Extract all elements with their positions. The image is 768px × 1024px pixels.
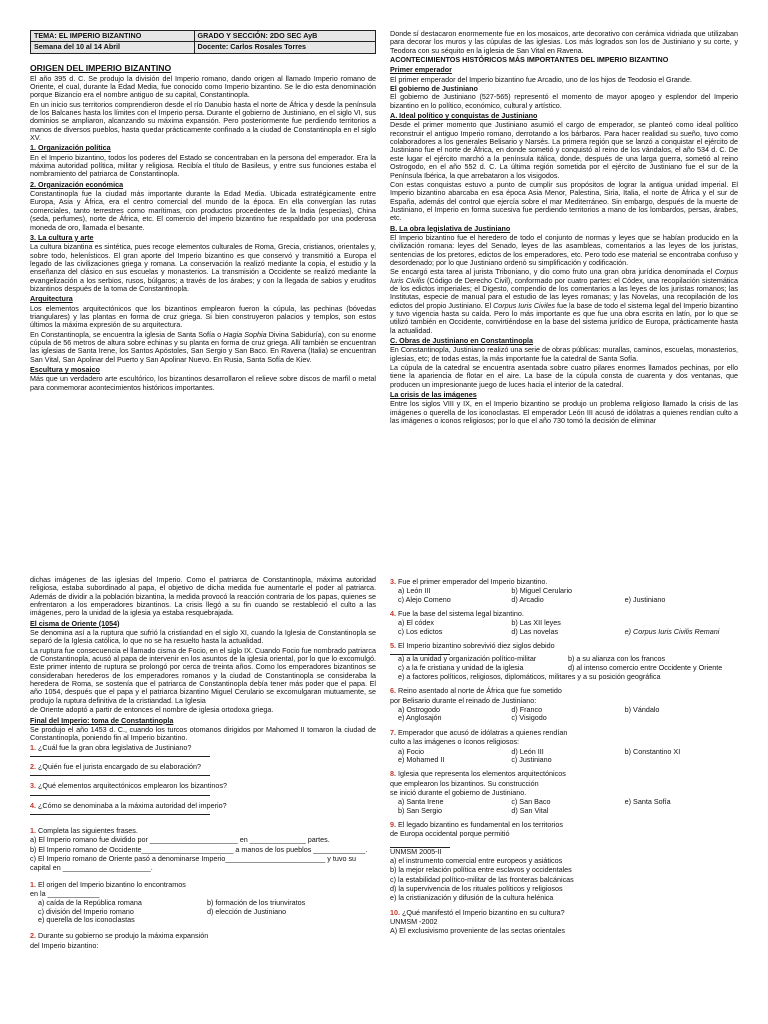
question-text: del Imperio bizantino: [30, 940, 99, 950]
answer-option[interactable]: d) la supervivencia de los rituales políticos y religiosos [390, 883, 563, 893]
section-heading: 2. Organización económica [30, 179, 124, 189]
question [390, 821, 738, 829]
paragraph: Se produjo el año 1453 d. C., cuando los turcos otomanos dirigidos por Mahomed II tomaron la ciudad de Constantinopla, poniendo fin al Imperio bizantino. [30, 724, 376, 743]
answer-option[interactable]: d) Las novelas [511, 626, 559, 636]
answer-option[interactable]: a) a la unidad y organización político-militar [398, 654, 537, 664]
section-heading: Final del Imperio: toma de Constantinopla [30, 715, 174, 725]
question-number: 9. [390, 819, 396, 829]
text-run: fue la base de todo el sistema legal del Imperio bizantino y tuvo vigencia hasta su caída. Pero lo más importante es que fue una obra escrita en latín, por lo que se utilizó también en Occidente, convirtiéndose en la base del sistema jurídico de Europa, prácticamente hasta la actualidad. [390, 300, 739, 335]
section-heading: 3. La cultura y arte [30, 232, 94, 242]
fill-blank-line[interactable]: capital en ______________________. [30, 863, 153, 873]
answer-option[interactable]: d) al intenso comercio entre Occidente y Oriente [568, 662, 723, 672]
question-number: 7. [390, 727, 396, 737]
answer-option[interactable]: e) Corpus Iuris Civilis Remani [624, 626, 720, 636]
top-left-column [0, 0, 384, 518]
answer-option[interactable]: c) Alejo Comeno [398, 594, 451, 604]
answer-option[interactable]: b) Miguel Cerulario [511, 586, 573, 596]
question [390, 642, 738, 650]
paragraph: Más que un verdadero arte escultórico, los bizantinos desarrollaron el relieve sobre discos de marfil o metal para conmemorar acontecimientos históricos importantes. [30, 374, 376, 392]
answer-option[interactable]: e) Justiniano [624, 594, 666, 604]
section-heading: Escultura y mosaico [30, 365, 100, 374]
answer-option[interactable]: c) San Baco [511, 797, 551, 807]
paragraph: Entre los siglos VIII y IX, en el Imperio bizantino se produjo un problema religioso llamado la crisis de las imágenes o querella de los iconoclastas. El emperador León III acusó de idólatras a quienes rendían culto a las imágenes o iconos religiosos; por lo que el año 730 tomó la decisión de eliminar [390, 399, 738, 426]
paragraph: En Constantinopla, Justiniano realizó una serie de obras públicas: murallas, caminos, escuelas, monasterios, iglesias, etc; de todas estas, la más importante fue la catedral de Santa Sofía. [390, 345, 738, 363]
section-heading: La crisis de las imágenes [390, 390, 477, 400]
answer-option[interactable]: e) Anglosajón [398, 713, 442, 723]
exercise [30, 827, 376, 835]
section-heading: A. Ideal político y conquistas de Justiniano [390, 111, 538, 121]
fill-blank-line[interactable]: a) El Imperio romano fue dividido por ______________________ en ______________ partes. [30, 835, 330, 845]
section-heading: 1. Organización política [30, 143, 111, 153]
source-label: UNMSM 2005-II [390, 846, 442, 856]
question [30, 763, 376, 771]
paragraph: El primer emperador del Imperio bizantino fue Arcadio, uno de los hijos de Teodosio el Grande. [390, 74, 692, 84]
question-text: ¿Qué manifestó el Imperio bizantino en su cultura? [400, 907, 565, 917]
answer-option[interactable]: a) caída de la República romana [38, 898, 142, 908]
section-heading: El gobierno de Justiniano [390, 84, 478, 94]
question-text: ¿Cómo se denominaba a la máxima autoridad del imperio? [36, 800, 227, 810]
answer-options [398, 655, 738, 672]
text-run: Se encargó esta tarea al jurista Triboniano, y dio como fruto una gran obra jurídica denominada el [390, 267, 715, 277]
answer-option[interactable]: a) Ostrogodo [398, 705, 440, 715]
answer-option[interactable]: c) división del Imperio romano [38, 906, 134, 916]
header-docente: Docente: Carlos Rosales Torres [194, 42, 375, 53]
answer-option[interactable]: e) la cristianización y difusión de la cultura helénica [390, 893, 554, 903]
section-heading: El cisma de Oriente (1054) [30, 618, 120, 628]
question-text: El legado bizantino es fundamental en los territorios [396, 819, 564, 829]
answer-option[interactable]: a) Santa Irene [398, 797, 444, 807]
answer-option[interactable]: e) Santa Sofía [624, 797, 671, 807]
question-text: en la _____________ [30, 888, 100, 898]
section-heading: C. Obras de Justiniano en Constantinopla [390, 336, 533, 346]
question-number: 1. [30, 879, 36, 889]
header-table [30, 30, 376, 54]
question [30, 744, 376, 752]
top-right-column [384, 0, 768, 518]
question-number: 2. [30, 931, 36, 941]
bottom-right-column [384, 572, 768, 1024]
answer-option[interactable]: d) San Vital [511, 805, 549, 815]
question-text: que emplearon los bizantinos. Su construcción [390, 778, 539, 788]
header-grado: GRADO Y SECCIÓN: 2DO SEC AyB [194, 31, 375, 42]
fill-blank-line[interactable]: c) El Imperio romano de Oriente pasó a denominarse Imperio_________________________ y tuvo su [30, 853, 357, 863]
paragraph: La cúpula de la catedral se encuentra asentada sobre cuatro pilares enormes llamados pechinas, por ello tiene la apariencia de flotar en el aire. La base de la cúpula consta de cuarenta y dos ventanas, que producen un impresionante juego de luces hacia el interior de la catedral. [390, 363, 738, 389]
answer-line[interactable] [30, 773, 210, 776]
answer-line[interactable] [30, 754, 210, 757]
section-heading: B. La obra legislativa de Justiniano [390, 223, 511, 233]
paragraph [30, 331, 376, 364]
answer-option[interactable]: e) a factores políticos, religiosos, diplomáticos, militares y a su posición geográfica [398, 672, 661, 682]
question-number: 4. [30, 800, 36, 810]
question [30, 932, 376, 940]
answer-option[interactable]: b) formación de los triunviratos [207, 898, 306, 908]
answer-option[interactable]: c) a la fe cristiana y unidad de la iglesia [398, 662, 524, 672]
question-text: ¿Quién fue el jurista encargado de su elaboración? [36, 761, 202, 771]
question [390, 729, 738, 737]
answer-option[interactable]: b) San Sergio [398, 805, 442, 815]
answer-option[interactable]: d) León III [511, 746, 544, 756]
text-run: (Código de Derecho Civil), conformado por cuatro partes: el Códex, una recopilación sistemática de los edictos imperiales; el Digesto, compendio de los comentarios a las leyes de los juristas romanos; las Institutas, especie de manual para el estudio de las leyes romanas; y las Novelas, una recopilación de los edictos del propio Justiniano. El [390, 275, 739, 310]
question-number: 2. [30, 761, 36, 771]
paragraph: Con estas conquistas estuvo a punto de cumplir sus propósitos de lograr la antigua unidad imperial. El Imperio bizantino abarcaba en esa época Asia Menor, Palestina, Siria, Italia, el norte de África y el sur de España, además del control que ejercía sobre el mar Mediterráneo. Sin embargo, después de la muerte de Justiniano, el Imperio en forma sucesiva fue perdiendo territorios a mano de los lombardos, persas, árabes, etc. [390, 179, 738, 223]
answer-line[interactable] [30, 793, 210, 796]
question-number: 6. [390, 686, 396, 696]
question-number: 8. [390, 769, 396, 779]
question [30, 782, 376, 790]
question-number: 5. [390, 641, 396, 651]
question [390, 770, 738, 778]
answer-option[interactable]: b) a su alianza con los francos [568, 654, 666, 664]
header-tema: TEMA: EL IMPERIO BIZANTINO [31, 31, 195, 42]
question-text: Fue el primer emperador del Imperio bizantino. [396, 577, 548, 586]
question [390, 687, 738, 695]
question-text: Iglesia que representa los elementos arquitectónicos [396, 769, 566, 779]
answer-options [398, 748, 738, 765]
question-text: Emperador que acusó de idólatras a quienes rendían [396, 727, 568, 737]
question-text: ¿Cuál fue la gran obra legislativa de Justiniano? [36, 742, 192, 752]
bottom-left-column [0, 572, 384, 1024]
answer-option[interactable]: d) elección de Justiniano [207, 906, 287, 916]
paragraph [390, 268, 738, 335]
answer-option[interactable]: a) León III [398, 586, 431, 596]
answer-option[interactable]: e) querella de los iconoclastas [38, 915, 135, 924]
text-run: En Constantinopla, se encuentra la iglesia de Santa Sofía o [30, 329, 224, 339]
answer-option[interactable]: c) Los edictos [398, 626, 443, 636]
answer-option[interactable]: b) la mejor relación política entre esclavos y occidentales [390, 865, 572, 875]
question-number: 3. [390, 577, 396, 586]
answer-option[interactable]: a) Focio [398, 746, 424, 756]
question-number: 4. [390, 609, 396, 619]
answer-line[interactable] [30, 812, 210, 815]
answer-option[interactable]: b) Vándalo [624, 705, 660, 715]
source-label: UNMSM -2002 [390, 917, 438, 926]
question [390, 909, 738, 917]
paragraph: La ruptura fue consecuencia el llamado cisma de Focio, en el siglo IX. Cuando Focio fue nombrado patriarca de Constantinopla, acusó al papa de intervenir en los asuntos de la iglesia oriental, por lo que lo excomulgó. Este primer intento de ruptura se prolongó por cerca de treinta años. Como los emperadores bizantinos se consideraban herederos de los emperadores romanos y la ciudad de Constantinopla se consideraba la heredera de Roma, se sostenía que el patriarca de Constantinopla debía tener más poder que el papa. El año 1054, después que el papa y el patriarca bizantino Miguel Cerulario se excomulgaran mutuamente, se produjo la ruptura definitiva de la cristiandad. La Iglesia [30, 645, 376, 705]
answer-option[interactable]: b) Constantino XI [624, 746, 681, 756]
paragraph: El gobierno de Justiniano (527-565) representó el momento de mayor apogeo y esplendor del Imperio bizantino en lo político, económico, cultural y artístico. [390, 92, 738, 110]
answer-options [398, 619, 738, 636]
paragraph: de Oriente adoptó a partir de entonces el nombre de iglesia ortodoxa griega. [30, 705, 274, 715]
italic-term: Hagia Sophia [223, 329, 267, 339]
question-text: Fue la base del sistema legal bizantino. [396, 609, 524, 619]
paragraph: El año 395 d. C. Se produjo la división del Imperio romano, dando origen al llamado Imperio romano de Oriente, el cual, durante la Edad Media, fue conocido como Imperio bizantino. Se le dio esta denominación porque Bizancio era el nombre antiguo de su capital, Constantinopla. [30, 73, 376, 100]
answer-option[interactable]: e) Mohamed II [398, 754, 445, 764]
question-number: 1. [30, 742, 36, 752]
question-text: Reino asentado al norte de África que fue sometido [396, 686, 562, 696]
paragraph: Se denomina así a la ruptura que sufrió la cristiandad en el siglo XI, cuando la Iglesia de Constantinopla se separó de la Iglesia católica, lo que no se ha resuelto hasta la actualidad. [30, 628, 376, 646]
answer-option[interactable]: b) Las XII leyes [511, 618, 561, 628]
question-text: culto a las imágenes o íconos religiosos: [390, 737, 520, 747]
answer-option[interactable]: d) Arcadio [511, 594, 544, 604]
page-bottom [0, 572, 768, 1024]
answer-options [398, 706, 738, 723]
answer-option[interactable]: c) la estabilidad político-militar de las fronteras balcánicas [390, 874, 574, 884]
answer-option[interactable]: a) El códex [398, 618, 434, 628]
italic-term: Corpus Iuris Civilis [390, 267, 738, 285]
paragraph: El Imperio bizantino fue el heredero de todo el conjunto de normas y leyes que se habían producido en la civilización romana: leyes del Senado, leyes de las asambleas, comentarios a las leyes de los juristas, sentencias de los pretores, edictos de los emperadores, etc. Pero todo ese material se encontraba confuso y desordenado; por lo que Justiniano ordenó su simplificación y codificación. [390, 232, 738, 267]
question-text: Completa las siguientes frases. [36, 825, 138, 835]
question-text: El Imperio bizantino sobrevivió diez siglos debido [396, 641, 555, 651]
paragraph: Donde sí destacaron enormemente fue en los mosaicos, arte decorativo con cerámica vidriada que utilizaban para decorar los muros y las cúpulas de las iglesias. Los más logrados son los de Justiniano y su corte, y Teodora con su séquito en la iglesia de San Vital en Ravena. [390, 29, 738, 55]
paragraph: Desde el primer momento que Justiniano asumió el cargo de emperador, se planteó como ideal político reconstruir el antiguo Imperio romano, derrotando a los bárbaros. Para hacer realidad su sueño, tuvo como colaboradores a los generales Belisario y Narsés. La primera región que se lanzó a conquistar el ejército de Justiniano fue el norte de África, en donde sometió y conquistó al reino de los vándalos, el año 534 d. C. De este lugar el ejército marchó a la península itálica, donde, después de una larga guerra, sometió al reino Ostrogodo, en el año 552 d. C. La última región sometida por el ejército de Justiniano fue el sur de la Península Ibérica, la que arrebataron a los visigodos. [390, 120, 738, 180]
header-semana: Semana del 10 al 14 Abril [31, 42, 195, 53]
question [30, 802, 376, 810]
italic-term: Corpus Iuris Civiles [493, 300, 556, 310]
answer-option[interactable]: A) El exclusivismo proveniente de las sectas orientales [390, 926, 565, 936]
question [390, 578, 738, 586]
fill-blank-line[interactable]: b) El Imperio romano de Occidente_______________________ a manos de los pueblos _____________. [30, 844, 368, 854]
answer-options [398, 798, 738, 815]
question-number: 3. [30, 781, 36, 791]
paragraph: Los elementos arquitectónicos que los bizantinos emplearon fueron la cúpula, las pechinas (bóvedas triangulares) y las plantas en forma de cruz griega. Si bien construyeron palacios y templos, son estos últimos la máxima expresión de su arquitectura. [30, 303, 376, 330]
section-heading: Arquitectura [30, 294, 73, 304]
question-number: 10. [390, 907, 400, 917]
question-text: El origen del Imperio bizantino lo encontramos [36, 879, 186, 889]
question-text: ¿Qué elementos arquitectónicos emplearon los bizantinos? [36, 781, 227, 791]
question-text: Durante su gobierno se produjo la máxima expansión [36, 931, 209, 941]
answer-option[interactable]: a) el instrumento comercial entre europeos y asiáticos [390, 855, 563, 865]
section-heading: Primer emperador [390, 65, 452, 75]
question-text: se inició durante el gobierno de Justiniano. [390, 787, 527, 797]
question-text: de Europa occidental porque permitió [390, 829, 510, 839]
paragraph: La cultura bizantina es sintética, pues recoge elementos culturales de Roma, Grecia, cristianos, orientales y, sobre todo, helenísticos. El gran aporte del Imperio bizantino es que conservó y transmitió a Europa el legado de las civilizaciones griega y romana. La conservación la realizó mediante la copia, el estudio y la enseñanza del clásico en sus escuelas y monasterios. La transmisión a Occidente se realizó mediante la evangelización a los serbios, rusos, búlgaros; a través de los árabes; y con la llegada de sabios y eruditos bizantinos después de la toma de Constantinopla. [30, 242, 376, 293]
page-gap [0, 518, 768, 572]
text-run: Divina Sabiduría), con su enorme cúpula de 56 metros de altura sobre echinas y su planta en forma de cruz griega. Allí también se encuentran las iglesias de Santa Irene, los Santos Apóstoles, San Sergio y San Baco. En Ravena (Italia) se encuentran San Vital, San Apolinar del Puerto y San Apolinar Nuevo. En Rusia, Santa Sofía de Kiev. [30, 329, 376, 364]
answer-option[interactable]: c) Visigodo [511, 713, 547, 723]
question-number: 1. [30, 825, 36, 835]
question [30, 881, 376, 889]
document-title: ORIGEN DEL IMPERIO BIZANTINO [30, 62, 172, 73]
answer-options [38, 899, 376, 924]
section-heading: ACONTECIMIENTOS HISTÓRICOS MÁS IMPORTANTES DEL IMPERIO BIZANTINO [390, 55, 669, 65]
paragraph: En el Imperio bizantino, todos los poderes del Estado se concentraban en la persona del emperador. Era la máxima autoridad política, militar y religiosa. Recibía el título de Basileus, y entre sus funciones estaba el nombramiento del patriarca de Constantinopla. [30, 152, 376, 179]
paragraph: Constantinopla fue la ciudad más importante durante la Edad Media. Ubicada estratégicamente entre Europa, Asia y África, era el centro comercial del mundo de la época. En ella convergían las rutas comerciales, tanto terrestres como marítimas, con productos procedentes de la India (especias), China (seda, perfumes), norte de África, etc. El comercio del imperio bizantino fue respaldado por una poderosa moneda de oro, llamada el besante. [30, 189, 376, 232]
question [390, 610, 738, 618]
paragraph: En un inicio sus territorios comprendieron desde el río Danubio hasta el norte de África y desde la península de los Balcanes hasta los límites con el Imperio persa. Durante el gobierno de Justiniano, en el siglo VI, sus dominios se ampliaron, alcanzando su máxima expansión. Pero posteriormente fue perdiendo territorios a manos de diversos pueblos, hasta quedar prácticamente confinado a la ciudad de Constantinopla en el siglo XV. [30, 99, 376, 143]
answer-option[interactable]: d) Franco [511, 705, 543, 715]
answer-options [398, 587, 738, 604]
answer-option[interactable]: c) Justiniano [511, 754, 552, 764]
question-text: por Belisario durante el reinado de Justiniano: [390, 695, 537, 705]
paragraph: dichas imágenes de las iglesias del Imperio. Como el patriarca de Constantinopla, máxima autoridad religiosa, estaba subordinado al papa, el objetivo de dicha medida fue aumentarle el poder al patriarca. Además de dividir a la población bizantina, la medida provocó la reacción contraria de los papas, quienes se enfrentaron a los emperadores bizantinos. La crisis llegó a su fin cuando se restableció el culto a las imágenes, pero la unidad de la iglesia ya estaba resquebrajada. [30, 575, 376, 618]
